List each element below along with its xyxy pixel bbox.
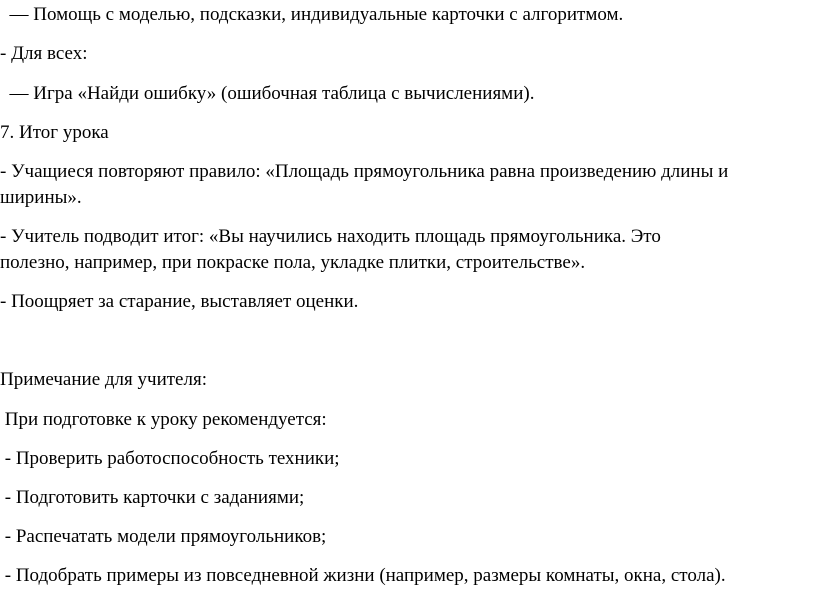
list-item-check-equipment: - Проверить работоспособность техники;: [0, 448, 340, 469]
note-heading: Примечание для учителя:: [0, 369, 207, 390]
list-item-prepare-cards: - Подготовить карточки с заданиями;: [0, 487, 305, 508]
list-item-print-models: - Распечатать модели прямоугольников;: [0, 526, 327, 547]
text-line-game: — Игра «Найди ошибку» (ошибочная таблица с вычислениями).: [0, 83, 535, 104]
text-line-help: — Помощь с моделью, подсказки, индивидуальные карточки с алгоритмом.: [0, 4, 624, 25]
text-line-students-repeat-cont: ширины».: [0, 187, 82, 208]
text-line-for-all: - Для всех:: [0, 43, 88, 64]
text-line-teacher-summary-cont: полезно, например, при покраске пола, укладке плитки, строительстве».: [0, 252, 586, 273]
text-line-praise: - Поощряет за старание, выставляет оценки.: [0, 291, 359, 312]
text-line-recommended: При подготовке к уроку рекомендуется:: [0, 409, 327, 430]
list-item-examples: - Подобрать примеры из повседневной жизни (например, размеры комнаты, окна, стола).: [0, 565, 726, 586]
text-line-students-repeat: - Учащиеся повторяют правило: «Площадь прямоугольника равна произведению длины и: [0, 161, 729, 182]
section-heading-lesson-summary: 7. Итог урока: [0, 122, 109, 143]
text-line-teacher-summary: - Учитель подводит итог: «Вы научились находить площадь прямоугольника. Это: [0, 226, 661, 247]
